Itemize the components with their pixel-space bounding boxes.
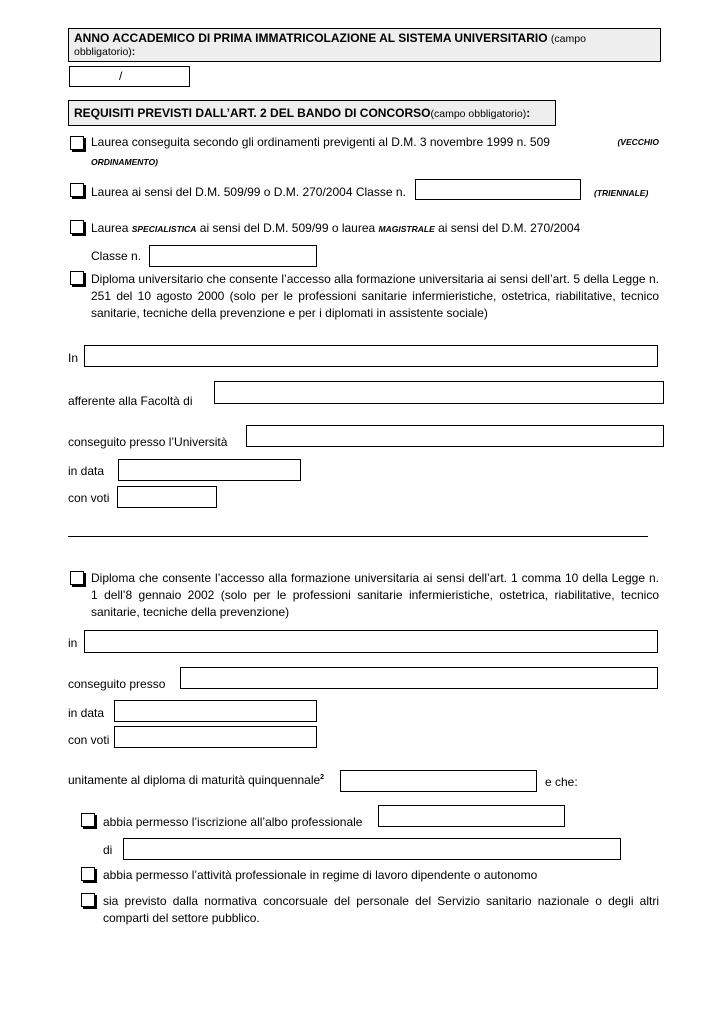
option-triennale-tag: (TRIENNALE) bbox=[594, 188, 649, 198]
form1-facolta-label: afferente alla Facoltà di bbox=[68, 394, 193, 408]
form1-universita-label: conseguito presso l’Università bbox=[68, 435, 228, 449]
sub-normativa-checkbox[interactable] bbox=[81, 893, 95, 907]
option-diploma-universitario-text: Diploma universitario che consente l’accesso alla formazione universitaria ai sensi dell’art. 5 della Legge n. 251 del 10 agosto 2000 (solo per le professioni sanitarie infermieristiche, ostetrica, riabilitative, tecnico sanitarie, tecniche della prevenzione e per i diplomati in assistente sociale) bbox=[91, 272, 659, 320]
maturita-tail: e che: bbox=[545, 775, 578, 789]
year-separator: / bbox=[119, 69, 123, 83]
form1-in-input[interactable] bbox=[84, 345, 658, 367]
form2-data-label: in data bbox=[68, 706, 105, 720]
form2-presso-input[interactable] bbox=[180, 667, 658, 689]
sub-albo-di-input[interactable] bbox=[123, 838, 621, 860]
option-vecchio-ordinamento-checkbox[interactable] bbox=[70, 136, 84, 150]
sub-albo-text: abbia permesso l’iscrizione all’albo professionale bbox=[103, 815, 363, 829]
form2-in-label: in bbox=[68, 636, 78, 650]
option-vecchio-ordinamento-text: Laurea conseguita secondo gli ordinamenti previgenti al D.M. 3 novembre 1999 n. 509 (VECCHIO bbox=[91, 135, 659, 149]
form1-data-input[interactable] bbox=[118, 459, 301, 481]
academic-year-input[interactable] bbox=[69, 66, 190, 87]
form1-voti-label: con voti bbox=[68, 491, 110, 505]
triennale-classe-input[interactable] bbox=[415, 179, 581, 200]
maturita-input[interactable] bbox=[340, 770, 537, 792]
form1-data-label: in data bbox=[68, 464, 105, 478]
option-specialistica-text: Laurea SPECIALISTICA ai sensi del D.M. 509/99 o laurea MAGISTRALE ai sensi del D.M. 270/2004 bbox=[91, 221, 581, 235]
option-specialistica-classe-label: Classe n. bbox=[91, 249, 142, 263]
option-vecchio-ordinamento-tag: ORDINAMENTO) bbox=[91, 157, 158, 167]
sub-attivita-checkbox[interactable] bbox=[81, 867, 95, 881]
option-diploma-universitario-checkbox[interactable] bbox=[70, 271, 84, 285]
form1-voti-input[interactable] bbox=[117, 486, 217, 508]
form2-data-input[interactable] bbox=[114, 700, 317, 722]
specialistica-classe-input[interactable] bbox=[149, 245, 317, 267]
sub-albo-input[interactable] bbox=[378, 805, 565, 827]
option-triennale-text: Laurea ai sensi del D.M. 509/99 o D.M. 270/2004 Classe n. bbox=[91, 185, 406, 199]
option-diploma-legge-text: Diploma che consente l’accesso alla formazione universitaria ai sensi dell’art. 1 comma 10 della Legge n. 1 dell’8 gennaio 2002 (solo per le professioni sanitarie infermieristiche, ostetrica, riabilitative, tecnico sanitarie, tecniche della prevenzione) bbox=[91, 571, 659, 619]
form2-in-input[interactable] bbox=[84, 630, 658, 653]
sub-attivita-text: abbia permesso l’attività professionale in regime di lavoro dipendente o autonomo bbox=[103, 868, 538, 882]
sub-normativa-text: sia previsto dalla normativa concorsuale del personale del Servizio sanitario nazionale o degli altri comparti del settore pubblico. bbox=[103, 894, 659, 925]
option-diploma-legge-checkbox[interactable] bbox=[70, 571, 84, 585]
option-triennale-checkbox[interactable] bbox=[70, 183, 84, 197]
sub-albo-checkbox[interactable] bbox=[81, 813, 95, 827]
separator-text bbox=[68, 521, 648, 537]
maturita-label: unitamente al diploma di maturità quinquennale$^2$ bbox=[68, 773, 325, 787]
form1-universita-input[interactable] bbox=[246, 425, 664, 447]
form2-voti-input[interactable] bbox=[114, 726, 317, 748]
sub-albo-di-label: di bbox=[103, 843, 113, 857]
requirements-title: REQUISITI PREVISTI DALL’ART. 2 DEL BANDO DI CONCORSO(campo obbligatorio): bbox=[74, 106, 531, 120]
form2-presso-label: conseguito presso bbox=[68, 677, 166, 691]
academic-year-note: obbligatorio): bbox=[74, 46, 136, 58]
academic-year-title: ANNO ACCADEMICO DI PRIMA IMMATRICOLAZIONE AL SISTEMA UNIVERSITARIO (campo bbox=[74, 31, 586, 45]
form1-facolta-input[interactable] bbox=[214, 381, 664, 404]
form2-voti-label: con voti bbox=[68, 733, 110, 747]
form1-in-label: In bbox=[68, 351, 79, 365]
option-specialistica-checkbox[interactable] bbox=[70, 220, 84, 234]
